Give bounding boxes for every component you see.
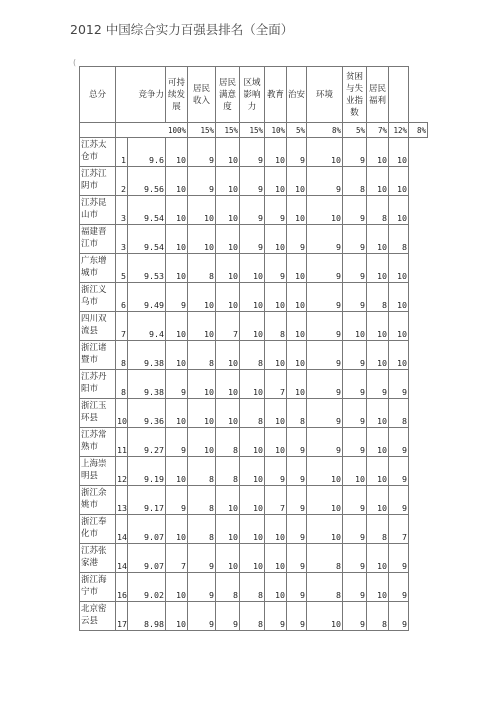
score-cell: 9 [307,312,343,341]
total-score-cell: 9.49 [128,283,166,312]
score-cell: 10 [188,225,216,254]
score-cell: 9 [265,602,287,631]
score-cell: 9 [265,254,287,283]
total-score-cell: 9.36 [128,399,166,428]
score-cell: 10 [188,196,216,225]
score-cell: 10 [166,602,188,631]
score-cell: 8 [188,515,216,544]
weight-cell: 10% [265,123,287,138]
score-cell: 10 [265,573,287,602]
score-cell: 10 [343,457,367,486]
county-name-cell: 广东增城市 [80,254,116,283]
score-cell: 8 [343,167,367,196]
county-name-cell: 福建晋江市 [80,225,116,254]
table-row [80,457,428,486]
score-cell: 10 [389,312,409,341]
score-cell: 10 [216,341,240,370]
score-cell: 10 [287,312,307,341]
rank-cell: 11 [116,428,128,457]
score-cell: 9 [307,428,343,457]
paragraph-mark: ( [73,58,77,67]
score-cell: 10 [265,399,287,428]
score-cell: 8 [240,341,265,370]
score-cell: 9 [287,573,307,602]
score-cell: 8 [188,457,216,486]
score-cell: 8 [240,602,265,631]
score-cell: 9 [343,283,367,312]
score-cell: 9 [287,602,307,631]
total-score-cell: 9.07 [128,544,166,573]
score-cell: 10 [188,399,216,428]
score-cell: 9 [343,254,367,283]
score-cell: 10 [216,486,240,515]
total-score-cell: 9.54 [128,196,166,225]
score-cell: 8 [188,486,216,515]
score-cell: 9 [343,573,367,602]
score-cell: 10 [389,196,409,225]
score-cell: 8 [240,573,265,602]
header-resident-satisfaction: 居民满意度 [216,67,240,123]
header-sustainability: 可持续发展 [166,67,188,123]
score-cell: 8 [367,196,389,225]
score-cell: 9 [389,486,409,515]
score-cell: 9 [389,428,409,457]
score-cell: 10 [265,341,287,370]
total-score-cell: 9.6 [128,138,166,167]
score-cell: 9 [240,167,265,196]
weight-cell: 8% [409,123,428,138]
score-cell: 10 [367,428,389,457]
score-cell: 10 [216,196,240,225]
score-cell: 10 [287,167,307,196]
score-cell: 10 [287,254,307,283]
table-row [80,167,428,196]
score-cell: 9 [307,254,343,283]
score-cell: 9 [307,370,343,399]
rank-cell: 12 [116,457,128,486]
weights-empty [80,123,116,138]
weight-cell: 5% [287,123,307,138]
score-cell: 7 [265,486,287,515]
score-cell: 10 [166,254,188,283]
score-cell: 10 [166,399,188,428]
header-regional-influence: 区域影响力 [240,67,265,123]
score-cell: 10 [265,167,287,196]
score-cell: 10 [240,457,265,486]
score-cell: 9 [307,341,343,370]
weight-cell: 12% [389,123,409,138]
score-cell: 9 [287,225,307,254]
score-cell: 7 [166,544,188,573]
score-cell: 10 [240,515,265,544]
score-cell: 9 [188,138,216,167]
score-cell: 9 [265,457,287,486]
score-cell: 10 [367,399,389,428]
score-cell: 10 [166,138,188,167]
score-cell: 10 [307,515,343,544]
score-cell: 9 [307,399,343,428]
header-resident-welfare: 居民福利 [367,67,389,123]
rank-cell: 14 [116,515,128,544]
score-cell: 10 [166,573,188,602]
county-name-cell: 四川双流县 [80,312,116,341]
rank-cell: 16 [116,573,128,602]
total-score-cell: 9.56 [128,167,166,196]
score-cell: 9 [240,225,265,254]
score-cell: 10 [367,457,389,486]
score-cell: 9 [343,428,367,457]
header-empty [389,67,409,123]
table-body [80,123,428,631]
score-cell: 10 [216,399,240,428]
weight-cell: 8% [307,123,343,138]
county-name-cell: 江苏江阴市 [80,167,116,196]
score-cell: 9 [343,602,367,631]
score-cell: 10 [343,312,367,341]
score-cell: 10 [287,370,307,399]
score-cell: 10 [188,370,216,399]
rank-cell: 10 [116,399,128,428]
score-cell: 10 [166,196,188,225]
table-row [80,515,428,544]
score-cell: 8 [216,573,240,602]
score-cell: 10 [389,341,409,370]
score-cell: 9 [287,457,307,486]
score-cell: 10 [166,312,188,341]
score-cell: 9 [216,602,240,631]
rank-cell: 5 [116,254,128,283]
score-cell: 10 [265,428,287,457]
rank-cell: 13 [116,486,128,515]
score-cell: 10 [216,138,240,167]
table-row [80,196,428,225]
score-cell: 9 [343,486,367,515]
score-cell: 10 [240,486,265,515]
score-cell: 8 [367,515,389,544]
score-cell: 9 [307,283,343,312]
score-cell: 10 [166,225,188,254]
score-cell: 9 [265,196,287,225]
score-cell: 10 [287,196,307,225]
table-row [80,428,428,457]
score-cell: 10 [389,254,409,283]
score-cell: 9 [287,515,307,544]
score-cell: 10 [240,428,265,457]
score-cell: 9 [166,370,188,399]
rank-cell: 7 [116,312,128,341]
weights-row [80,123,428,138]
score-cell: 8 [307,544,343,573]
rank-cell: 8 [116,341,128,370]
score-cell: 10 [216,515,240,544]
rank-cell: 14 [116,544,128,573]
score-cell: 10 [307,602,343,631]
score-cell: 9 [287,486,307,515]
county-name-cell: 浙江奉化市 [80,515,116,544]
score-cell: 9 [343,341,367,370]
score-cell: 10 [389,138,409,167]
county-name-cell: 上海崇明县 [80,457,116,486]
score-cell: 8 [307,573,343,602]
county-name-cell: 北京密云县 [80,602,116,631]
score-cell: 10 [240,312,265,341]
total-score-cell: 8.98 [128,602,166,631]
score-cell: 10 [287,341,307,370]
county-name-cell: 江苏昆山市 [80,196,116,225]
score-cell: 8 [265,312,287,341]
score-cell: 9 [240,196,265,225]
table-row [80,341,428,370]
score-cell: 9 [188,544,216,573]
score-cell: 7 [389,515,409,544]
score-cell: 9 [343,399,367,428]
score-cell: 10 [307,138,343,167]
score-cell: 10 [166,457,188,486]
ranking-table-container [79,66,428,631]
score-cell: 10 [389,167,409,196]
rank-cell: 3 [116,196,128,225]
score-cell: 10 [216,370,240,399]
score-cell: 10 [188,283,216,312]
score-cell: 9 [389,544,409,573]
score-cell: 10 [240,370,265,399]
score-cell: 10 [240,254,265,283]
score-cell: 10 [166,167,188,196]
table-row [80,283,428,312]
total-score-cell: 9.19 [128,457,166,486]
score-cell: 10 [367,573,389,602]
score-cell: 8 [216,428,240,457]
rank-cell: 3 [116,225,128,254]
score-cell: 9 [343,515,367,544]
header-poverty-unemployment: 贫困与失业指数 [343,67,367,123]
header-total: 总分 [80,67,116,123]
score-cell: 10 [216,225,240,254]
score-cell: 9 [240,138,265,167]
rank-cell: 2 [116,167,128,196]
score-cell: 10 [216,254,240,283]
score-cell: 10 [307,196,343,225]
score-cell: 10 [367,312,389,341]
score-cell: 8 [367,602,389,631]
score-cell: 9 [389,457,409,486]
score-cell: 7 [216,312,240,341]
score-cell: 10 [367,254,389,283]
score-cell: 10 [216,544,240,573]
score-cell: 9 [389,370,409,399]
total-score-cell: 9.27 [128,428,166,457]
score-cell: 10 [367,544,389,573]
score-cell: 8 [367,283,389,312]
score-cell: 9 [166,283,188,312]
score-cell: 9 [343,196,367,225]
table-row [80,312,428,341]
score-cell: 10 [265,544,287,573]
score-cell: 9 [389,573,409,602]
score-cell: 9 [166,428,188,457]
header-competitiveness: 竞争力 [116,67,166,123]
document-title: 2012 中国综合实力百强县排名（全面） [70,22,294,37]
score-cell: 10 [367,138,389,167]
total-score-cell: 9.4 [128,312,166,341]
county-name-cell: 浙江余姚市 [80,486,116,515]
score-cell: 9 [188,602,216,631]
score-cell: 10 [367,167,389,196]
total-score-cell: 9.02 [128,573,166,602]
score-cell: 10 [307,486,343,515]
score-cell: 10 [367,486,389,515]
score-cell: 8 [188,341,216,370]
header-education: 教育 [265,67,287,123]
total-score-cell: 9.17 [128,486,166,515]
score-cell: 9 [307,167,343,196]
county-name-cell: 江苏丹阳市 [80,370,116,399]
total-score-cell: 9.38 [128,341,166,370]
score-cell: 10 [307,457,343,486]
score-cell: 8 [216,457,240,486]
county-name-cell: 浙江诸暨市 [80,341,116,370]
total-score-cell: 9.54 [128,225,166,254]
score-cell: 10 [188,428,216,457]
header-resident-income: 居民收入 [188,67,216,123]
county-name-cell: 江苏张家港 [80,544,116,573]
score-cell: 9 [287,138,307,167]
score-cell: 10 [367,225,389,254]
score-cell: 10 [240,544,265,573]
score-cell: 9 [188,167,216,196]
rank-cell: 1 [116,138,128,167]
score-cell: 9 [287,544,307,573]
score-cell: 10 [389,283,409,312]
weight-cell: 15% [216,123,240,138]
score-cell: 8 [188,254,216,283]
table-row [80,254,428,283]
header-public-security: 治安 [287,67,307,123]
score-cell: 9 [166,486,188,515]
score-cell: 9 [343,138,367,167]
score-cell: 8 [240,399,265,428]
header-row [80,67,428,123]
table-row [80,399,428,428]
score-cell: 9 [307,225,343,254]
score-cell: 10 [216,283,240,312]
score-cell: 8 [389,225,409,254]
score-cell: 9 [287,428,307,457]
rank-cell: 6 [116,283,128,312]
rank-cell: 8 [116,370,128,399]
score-cell: 10 [265,225,287,254]
score-cell: 9 [188,573,216,602]
weight-cell: 5% [343,123,367,138]
score-cell: 10 [265,283,287,312]
score-cell: 9 [343,370,367,399]
score-cell: 7 [265,370,287,399]
table-row [80,370,428,399]
score-cell: 10 [367,341,389,370]
score-cell: 10 [216,167,240,196]
total-score-cell: 9.07 [128,515,166,544]
rank-cell: 17 [116,602,128,631]
total-score-cell: 9.38 [128,370,166,399]
score-cell: 9 [389,602,409,631]
weight-cell: 100% [116,123,188,138]
score-cell: 10 [166,515,188,544]
score-cell: 8 [389,399,409,428]
score-cell: 10 [166,341,188,370]
header-environment: 环境 [307,67,343,123]
score-cell: 9 [343,544,367,573]
county-name-cell: 江苏太仓市 [80,138,116,167]
table-row [80,138,428,167]
county-name-cell: 浙江玉环县 [80,399,116,428]
score-cell: 9 [343,225,367,254]
table-row [80,486,428,515]
score-cell: 9 [367,370,389,399]
weight-cell: 15% [188,123,216,138]
table-row [80,225,428,254]
score-cell: 10 [265,515,287,544]
table-row [80,573,428,602]
weight-cell: 15% [240,123,265,138]
table-row [80,544,428,573]
county-name-cell: 浙江海宁市 [80,573,116,602]
score-cell: 10 [240,283,265,312]
total-score-cell: 9.53 [128,254,166,283]
weight-cell: 7% [367,123,389,138]
table-row [80,602,428,631]
score-cell: 10 [265,138,287,167]
county-name-cell: 浙江义乌市 [80,283,116,312]
ranking-table [79,66,428,631]
score-cell: 8 [287,399,307,428]
county-name-cell: 江苏常熟市 [80,428,116,457]
score-cell: 10 [287,283,307,312]
score-cell: 10 [188,312,216,341]
